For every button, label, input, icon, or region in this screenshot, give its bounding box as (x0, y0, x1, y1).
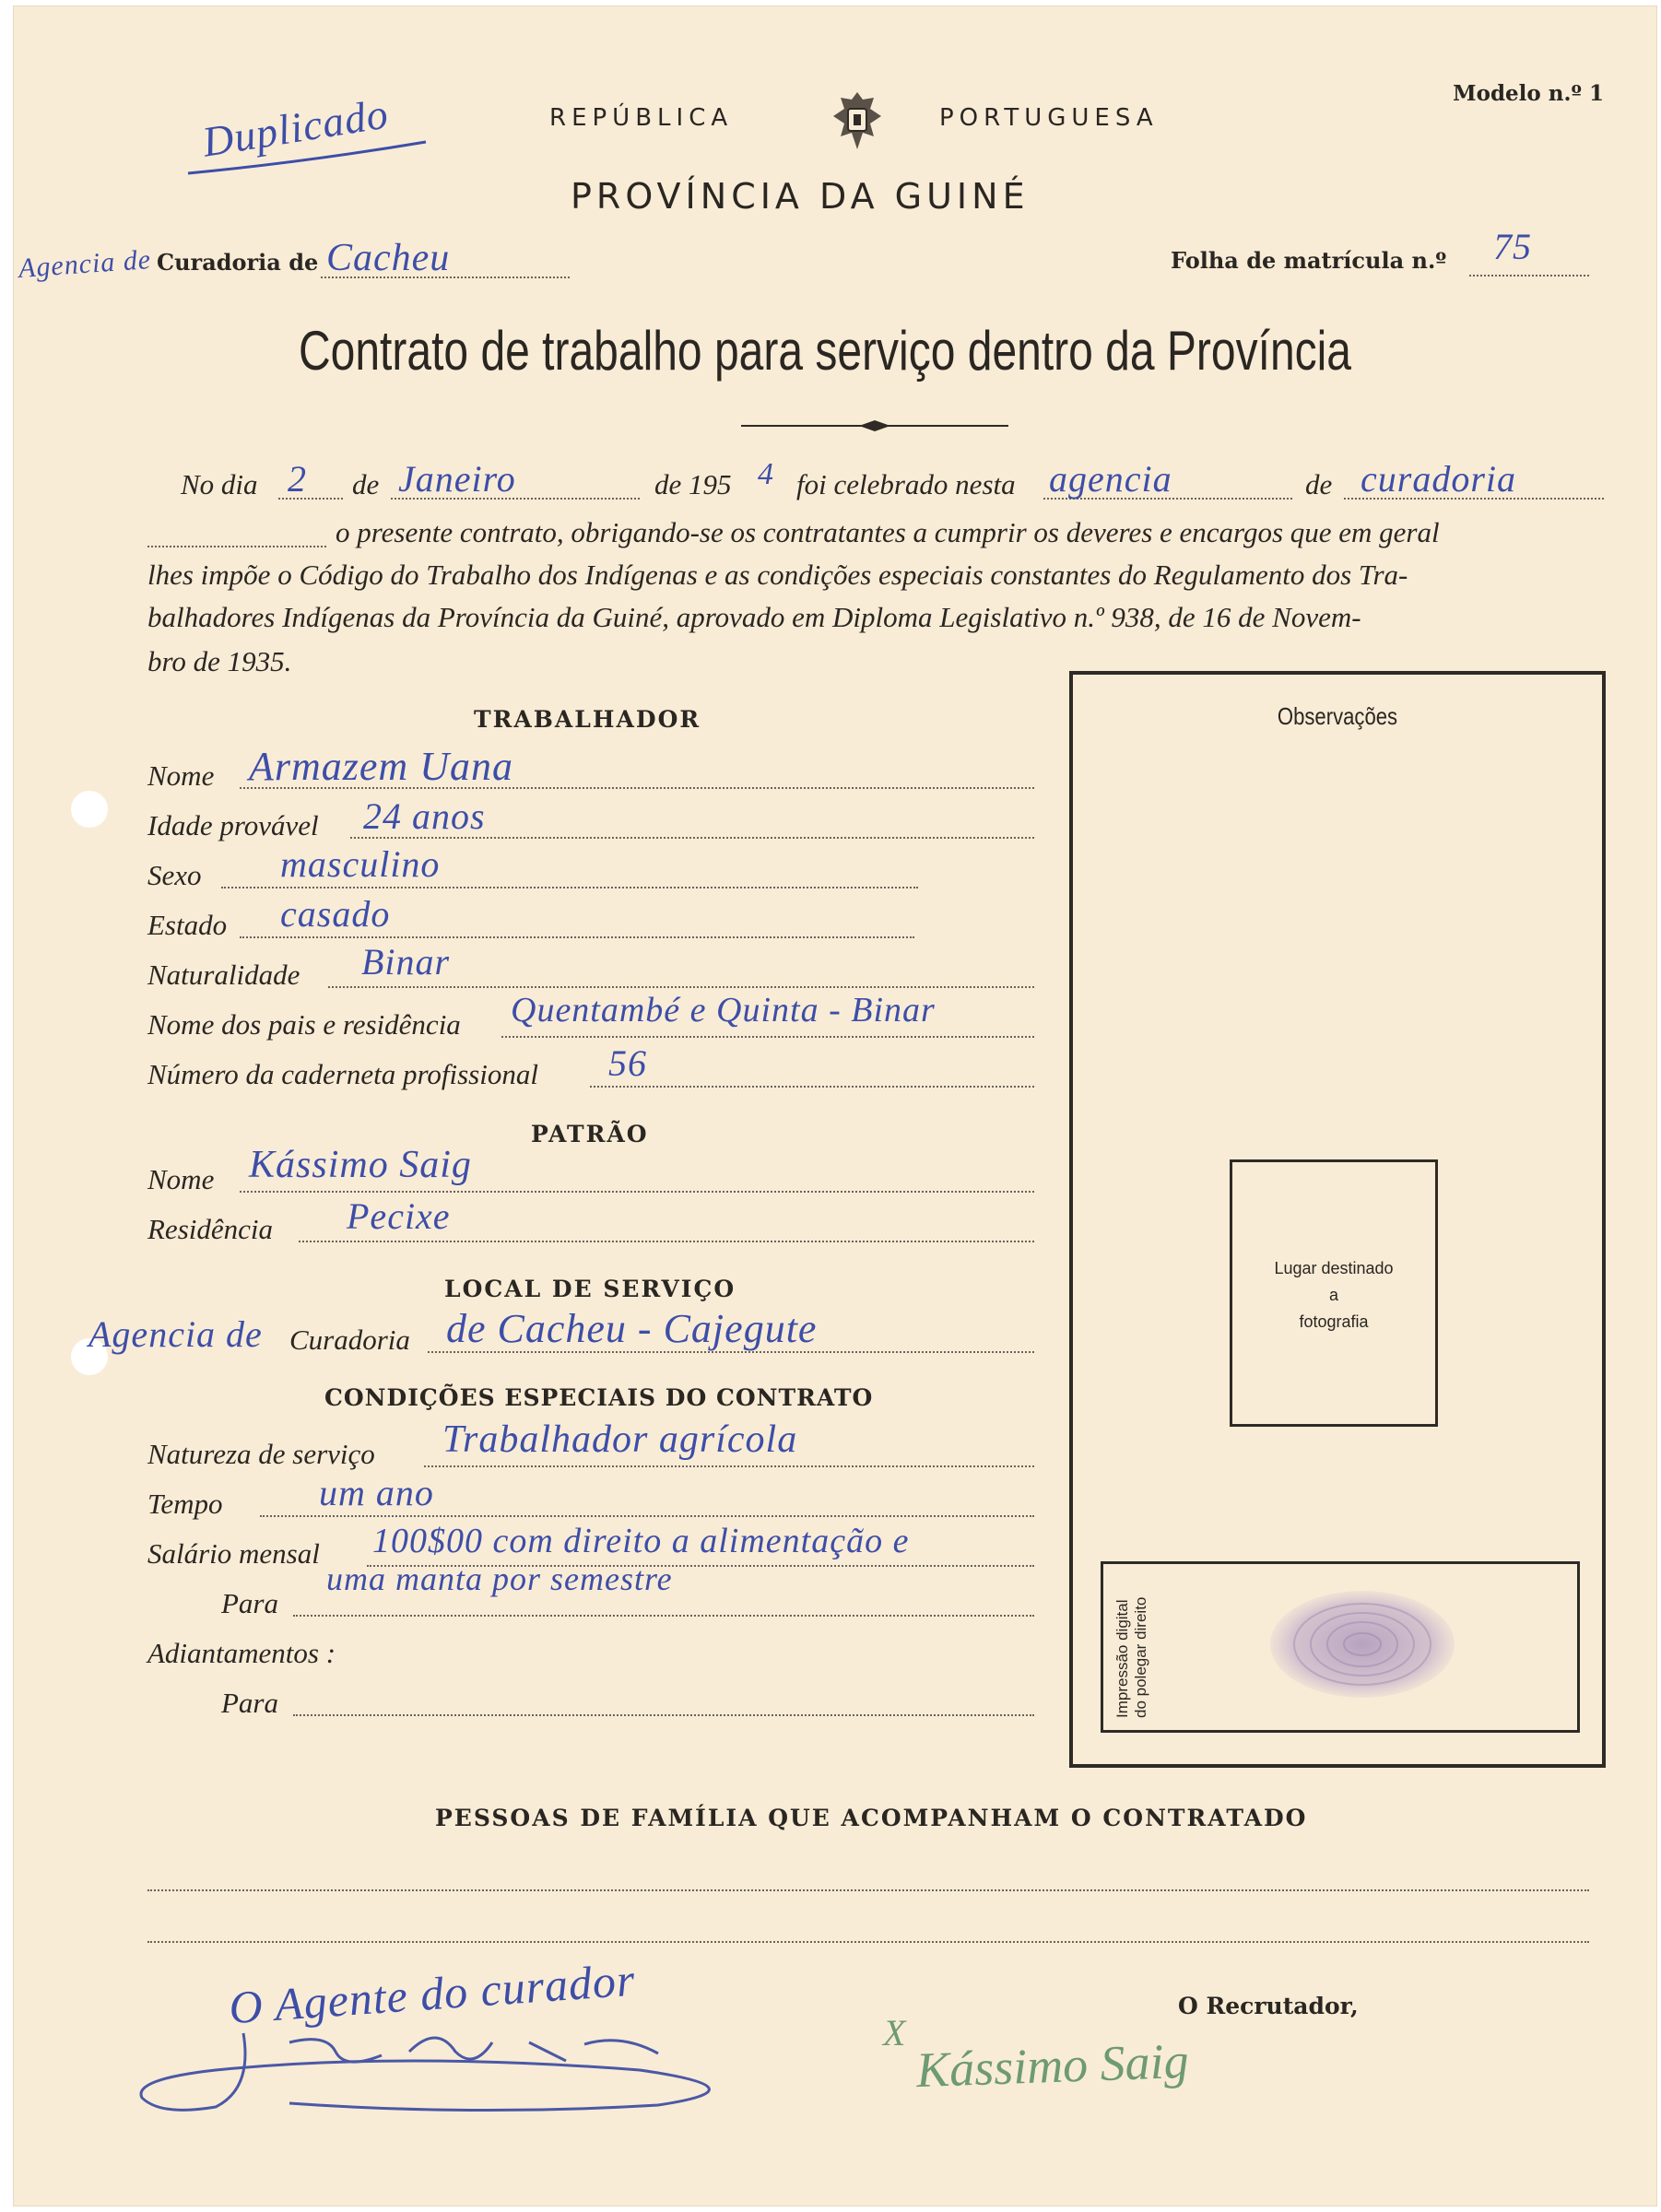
patrao-heading: PATRÃO (531, 1121, 649, 1147)
local-servico-heading: LOCAL DE SERVIÇO (444, 1276, 736, 1302)
observacoes-heading: Observações (1277, 702, 1398, 730)
intro-line-5: bro de 1935. (147, 645, 292, 677)
curadoria-prefix-hw: Agencia de (17, 244, 153, 284)
sexo-line (221, 887, 918, 888)
photo-label-line: fotografia (1299, 1312, 1369, 1331)
intro-ano-digit: 4 (758, 457, 774, 491)
sexo-value: masculino (280, 843, 441, 885)
idade-value: 24 anos (363, 795, 486, 837)
modelo-number: Modelo n.º 1 (1453, 81, 1604, 106)
thumbprint-label-line: do polegar direito (1132, 1596, 1149, 1718)
intro-line-4: balhadores Indígenas da Província da Guiné, aprovado em Diploma Legislativo n.º 938, de 16 de Novem- (147, 601, 1361, 633)
caderneta-line (590, 1086, 1034, 1088)
estado-value: casado (280, 893, 391, 935)
patrao-residencia-label: Residência (147, 1213, 274, 1245)
caderneta-label: Número da caderneta profissional (147, 1058, 538, 1090)
adiantamentos-label: Adiantamentos : (147, 1637, 336, 1669)
intro-blank-line (147, 546, 326, 547)
para-label: Para (221, 1587, 278, 1619)
folha-label: Folha de matrícula n.º (1171, 247, 1447, 274)
pais-value: Quentambé e Quinta - Binar (511, 991, 936, 1030)
tempo-value: um ano (319, 1472, 434, 1513)
familia-heading: PESSOAS DE FAMÍLIA QUE ACOMPANHAM O CONTRATADO (435, 1805, 1308, 1831)
recrutador-signature: Kássimo Saig (915, 2032, 1190, 2099)
para-line (293, 1615, 1034, 1617)
sexo-label: Sexo (147, 859, 202, 891)
intro-dia-value: 2 (288, 458, 307, 500)
thumbprint-label-line: Impressão digital (1113, 1599, 1131, 1718)
intro-de: de (352, 468, 380, 500)
nome-label: Nome (147, 759, 215, 792)
contract-title: Contrato de trabalho para serviço dentro da Província (299, 320, 1351, 382)
para2-label: Para (221, 1687, 278, 1719)
provincia-title: PROVÍNCIA DA GUINÉ (571, 176, 1030, 217)
curadoria-label: Curadoria de (157, 249, 319, 276)
intro-no-dia: No dia (181, 468, 258, 500)
local-servico-label: Curadoria (289, 1324, 410, 1356)
punch-hole (71, 791, 108, 828)
patrao-residencia-line (299, 1241, 1034, 1242)
condicoes-heading: CONDIÇÕES ESPECIAIS DO CONTRATO (324, 1384, 874, 1411)
recrutador-x-mark: X (883, 2012, 906, 2053)
intro-de-ano: de 195 (654, 468, 732, 500)
duplicado-underline (184, 136, 433, 182)
patrao-nome-line (240, 1191, 1034, 1193)
salario-label: Salário mensal (147, 1537, 320, 1570)
intro-line-2: o presente contrato, obrigando-se os contratantes a cumprir os deveres e encargos que em geral (336, 516, 1440, 548)
folha-value: 75 (1493, 226, 1532, 267)
pais-label: Nome dos pais e residência (147, 1008, 461, 1041)
natureza-value: Trabalhador agrícola (442, 1418, 798, 1461)
local-servico-value: de Cacheu - Cajegute (446, 1306, 818, 1351)
natureza-label: Natureza de serviço (147, 1438, 375, 1470)
local-servico-prefix-hw: Agencia de (88, 1313, 263, 1355)
nome-value: Armazem Uana (249, 744, 513, 789)
estado-line (240, 936, 914, 938)
intro-de-2: de (1305, 468, 1333, 500)
naturalidade-line (328, 986, 1034, 988)
natureza-line (424, 1465, 1034, 1467)
agente-signature (105, 1996, 769, 2125)
patrao-residencia-value: Pecixe (347, 1195, 451, 1237)
familia-line-1 (147, 1889, 1589, 1891)
intro-mes-value: Janeiro (398, 458, 516, 500)
folha-line (1469, 275, 1589, 276)
tempo-label: Tempo (147, 1488, 223, 1520)
intro-line-3: lhes impõe o Código do Trabalho dos Indígenas e as condições especiais constantes do Regulamento dos Tra- (147, 559, 1408, 591)
salario-value: 100$00 com direito a alimentação e (372, 1522, 910, 1560)
para2-line (293, 1714, 1034, 1716)
trabalhador-heading: TRABALHADOR (474, 706, 701, 733)
idade-label: Idade provável (147, 809, 319, 841)
duplicado-mark: Duplicado (199, 89, 392, 166)
estado-label: Estado (147, 909, 228, 941)
naturalidade-label: Naturalidade (147, 959, 300, 991)
republica-right: PORTUGUESA (939, 104, 1159, 132)
patrao-nome-value: Kássimo Saig (249, 1144, 472, 1186)
familia-line-2 (147, 1941, 1589, 1943)
thumbprint-image (1261, 1583, 1464, 1705)
intro-local2-value: curadoria (1361, 458, 1516, 500)
recrutador-label: O Recrutador, (1178, 1993, 1359, 2019)
photo-label-line: a (1328, 1286, 1338, 1304)
photo-label-line: Lugar destinado (1274, 1259, 1394, 1277)
agente-curador-label: O Agente do curador (227, 1953, 638, 2034)
photo-placeholder-label (1230, 1255, 1438, 1335)
caderneta-value: 56 (608, 1042, 647, 1084)
thumbprint-label (1113, 1552, 1150, 1718)
title-ornament (741, 418, 1008, 433)
republica-left: REPÚBLICA (549, 104, 734, 132)
tempo-line (260, 1515, 1034, 1517)
naturalidade-value: Binar (361, 941, 451, 982)
contract-sheet (13, 6, 1657, 2206)
intro-local-value: agencia (1049, 458, 1172, 500)
salario-value-2: uma manta por semestre (326, 1560, 673, 1597)
patrao-nome-label: Nome (147, 1163, 215, 1195)
coat-of-arms-icon (828, 88, 887, 157)
pais-line (501, 1036, 1034, 1038)
intro-foi-celebrado: foi celebrado nesta (796, 468, 1016, 500)
curadoria-value: Cacheu (326, 237, 451, 279)
